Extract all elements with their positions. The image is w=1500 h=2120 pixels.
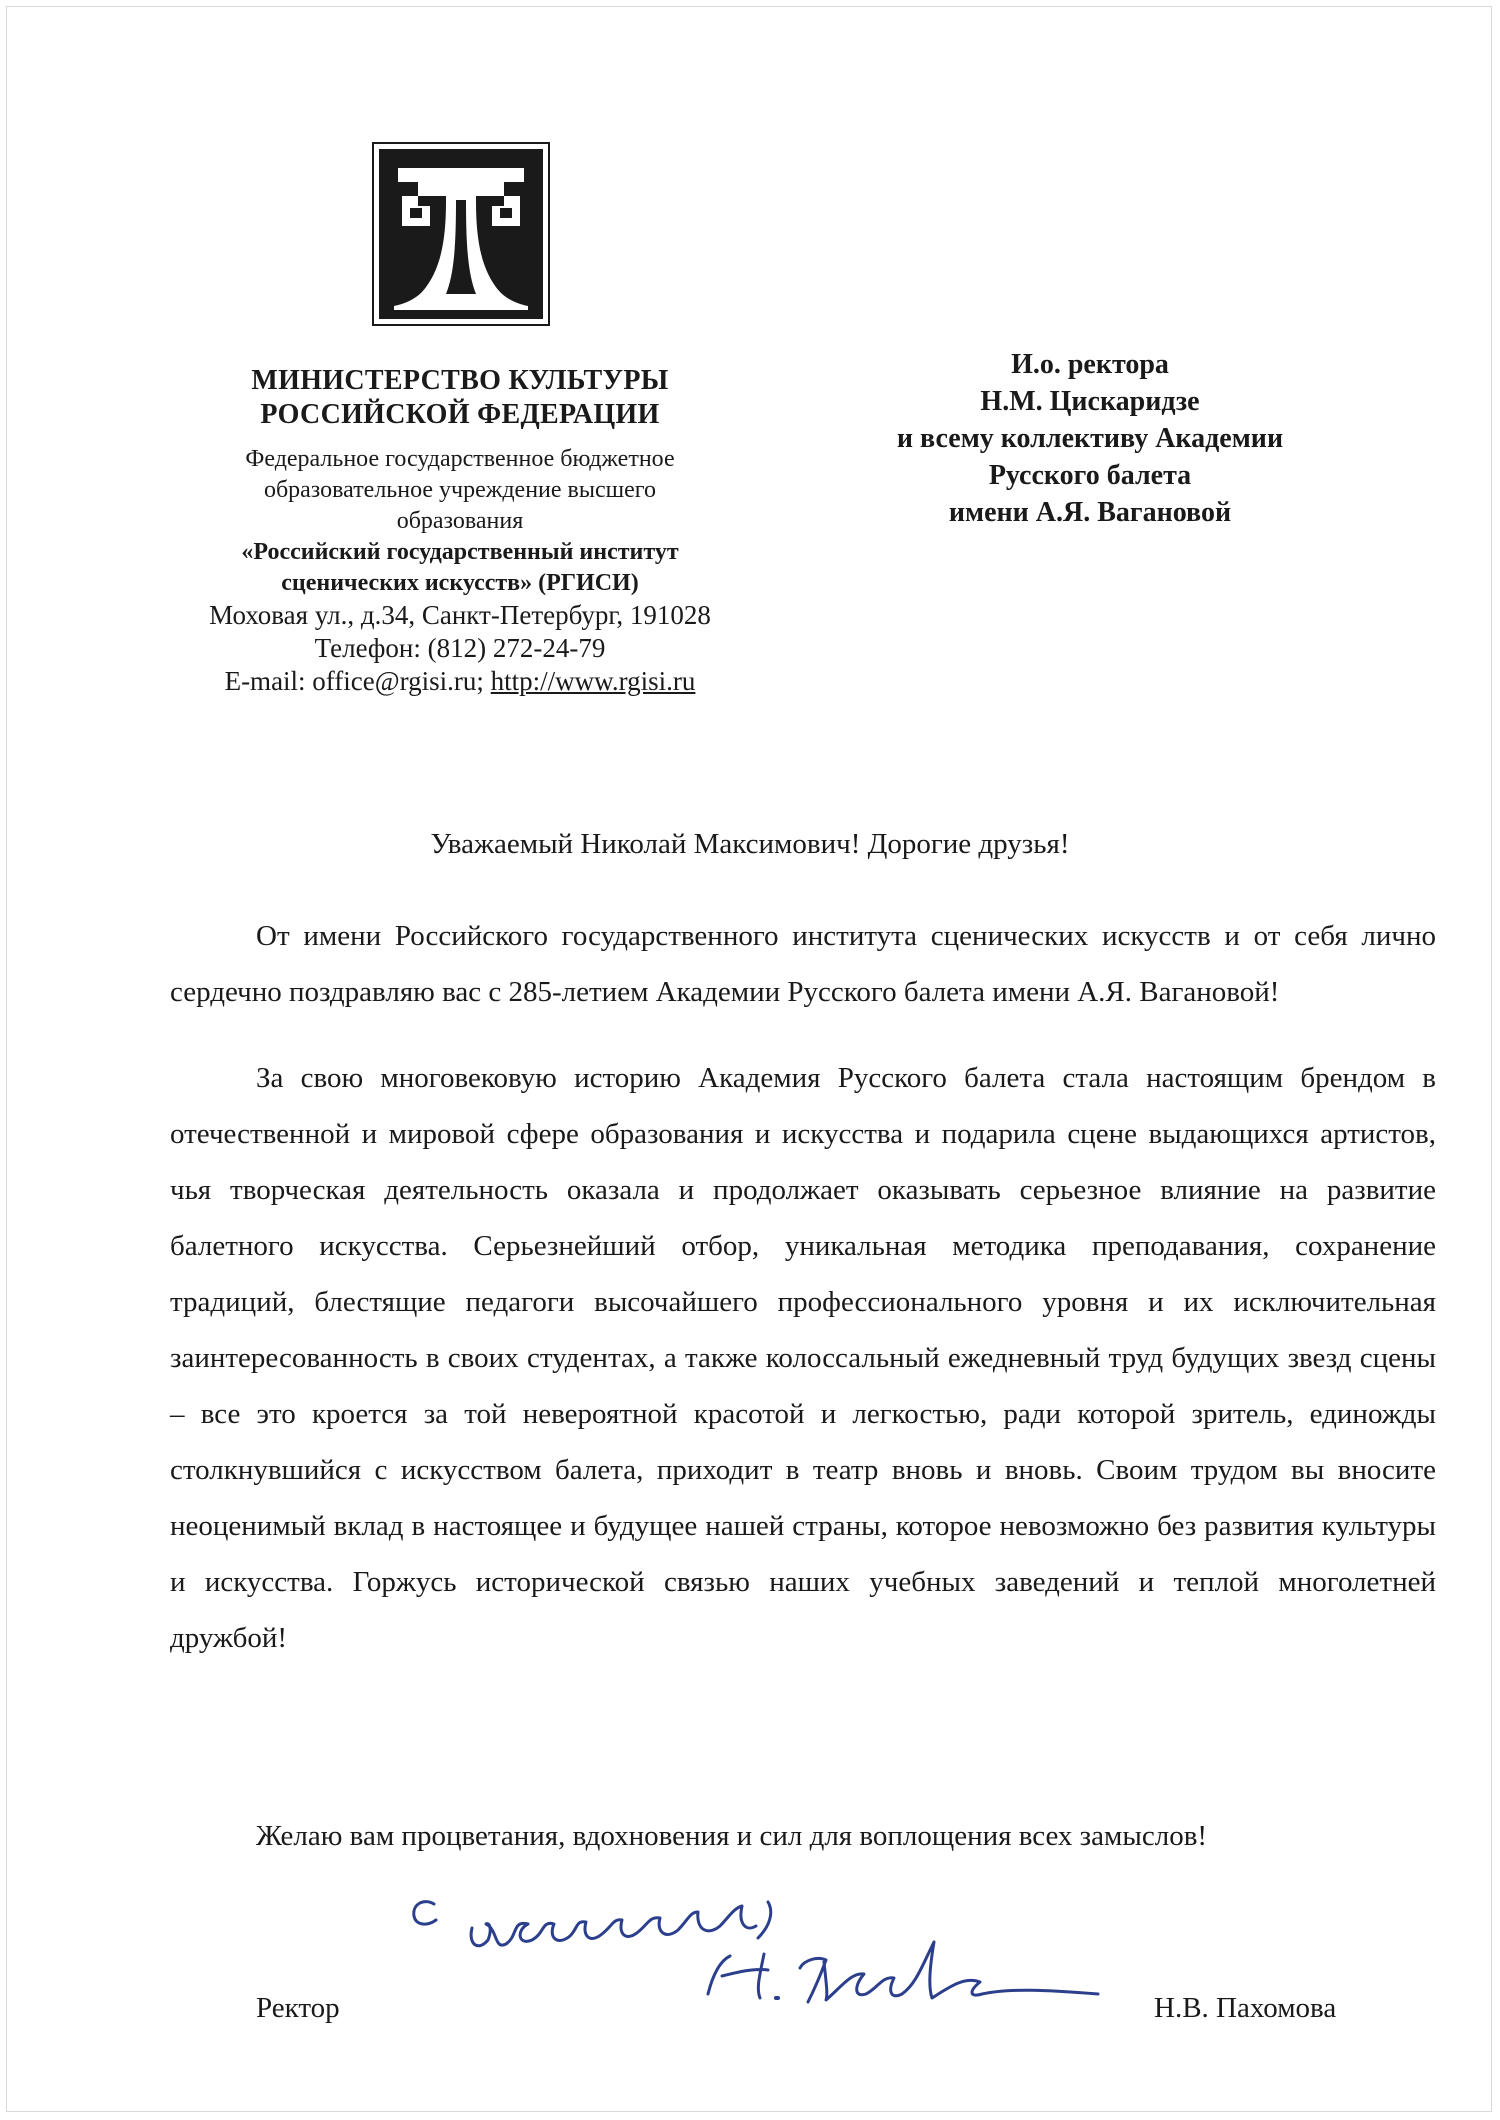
ministry-title: МИНИСТЕРСТВО КУЛЬТУРЫ РОССИЙСКОЙ ФЕДЕРАЦИИ bbox=[251, 365, 669, 430]
paragraph: От имени Российского государственного института сценических искусств и от себя лично сердечно поздравляю вас с 285-летием Академии Русского балета имени А.Я. Вагановой! bbox=[170, 920, 1436, 1008]
org-address: Моховая ул., д.34, Санкт-Петербург, 191028 bbox=[209, 600, 711, 630]
signer-title: Ректор bbox=[256, 1992, 340, 2024]
website-link[interactable]: http://www.rgisi.ru bbox=[490, 666, 696, 696]
rgisi-emblem-icon bbox=[372, 142, 550, 326]
recipient-block: И.о. ректора Н.М. Цискаридзе и всему коллективу Академии Русского балета имени А.Я. Вагановой bbox=[896, 349, 1284, 528]
org-name: «Российский государственный институт сценических искусств» (РГИСИ) bbox=[241, 539, 679, 596]
letter-body bbox=[170, 908, 1436, 1666]
signer-name: Н.В. Пахомова bbox=[1154, 1992, 1337, 2024]
closing-wish: Желаю вам процветания, вдохновения и сил для воплощения всех замыслов! bbox=[256, 1820, 1208, 1852]
org-contacts bbox=[160, 665, 760, 698]
greeting: Уважаемый Николай Максимович! Дорогие друзья! bbox=[430, 828, 1070, 860]
handwritten-signature bbox=[408, 1890, 1128, 2020]
org-phone: Телефон: (812) 272-24-79 bbox=[314, 633, 606, 663]
paragraph: За свою многовековую историю Академия Русского балета стала настоящим брендом в отечественной и мировой сфере образования и искусства и подарила сцене выдающихся артистов, чья творческая деятельность оказала и продолжает оказывать серьезное влияние на развитие балетного искусства. Серьезнейший отбор, уникальная методика преподавания, сохранение традиций, блестящие педагоги высочайшего профессионального уровня и их исключительная заинтересованность в своих студентах, а также колоссальный ежедневный труд будущих звезд сцены – все это кроется за той невероятной красотой и легкостью, ради которой зритель, единожды столкнувшийся с искусством балета, приходит в театр вновь и вновь. Своим трудом вы вносите неоценимый вклад в настоящее и будущее нашей страны, которое невозможно без развития культуры и искусства. Горжусь исторической связью наших учебных заведений и теплой многолетней дружбой! bbox=[170, 1062, 1436, 1654]
org-description: Федеральное государственное бюджетное образовательное учреждение высшего образования bbox=[245, 446, 675, 534]
sender-block bbox=[160, 364, 760, 698]
org-email: E-mail: office@rgisi.ru; bbox=[224, 666, 484, 696]
